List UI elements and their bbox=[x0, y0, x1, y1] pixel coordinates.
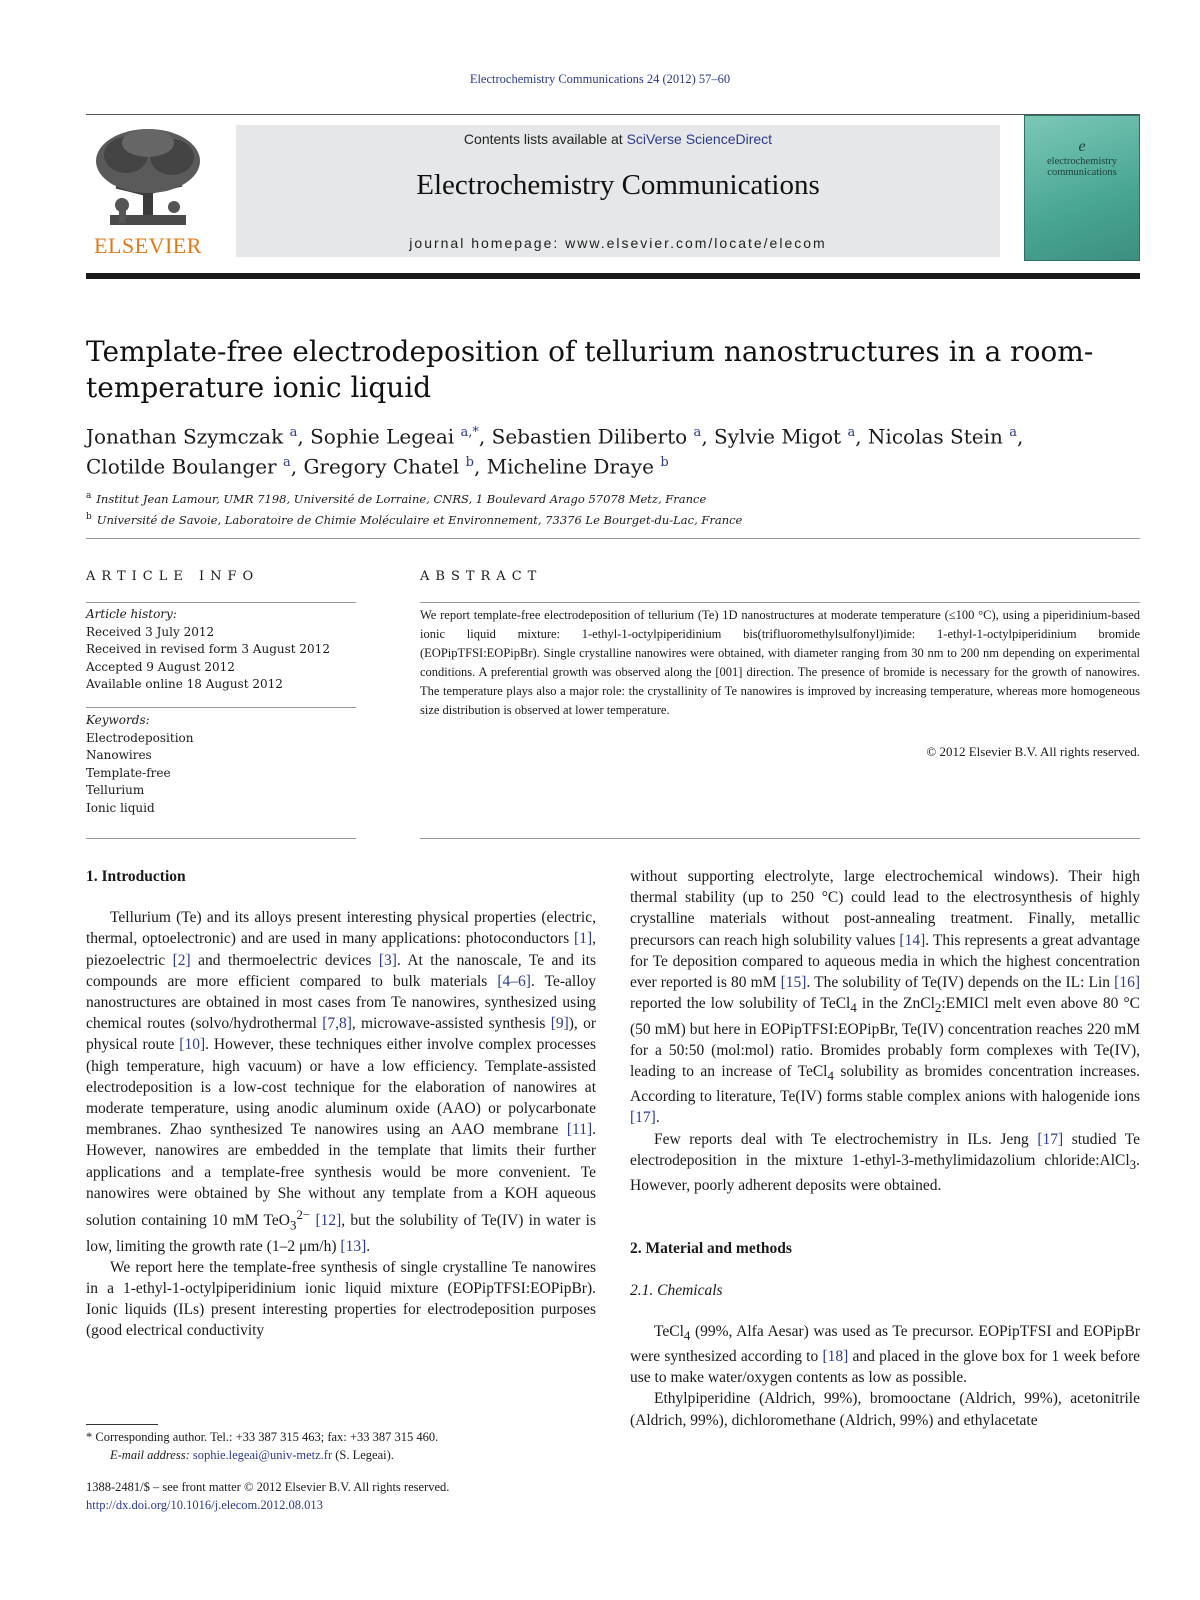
reference-link[interactable]: [18] bbox=[822, 1348, 849, 1366]
journal-citation[interactable]: Electrochemistry Communications 24 (2012) 57–60 bbox=[469, 72, 731, 86]
article-title: Template-free electrodeposition of tellurium nanostructures in a room-temperature ionic liquid bbox=[86, 335, 1094, 404]
author-affiliation-marker[interactable]: b bbox=[660, 454, 669, 470]
author-name[interactable]: Micheline Draye bbox=[486, 454, 654, 479]
author-affiliation-marker[interactable]: a bbox=[282, 454, 291, 470]
abstract-heading: ABSTRACT bbox=[420, 569, 543, 584]
author-name[interactable]: Clotilde Boulanger bbox=[86, 454, 277, 479]
header-divider bbox=[86, 273, 1140, 279]
divider bbox=[86, 838, 356, 839]
affiliation-a: $^a$ Institut Jean Lamour, UMR 7198, Université de Lorraine, CNRS, 1 Boulevard Arago 57078 Metz, France bbox=[86, 491, 707, 506]
divider bbox=[420, 602, 1140, 603]
online-date: Available online 18 August 2012 bbox=[86, 677, 283, 691]
abstract-copyright: © 2012 Elsevier B.V. All rights reserved. bbox=[926, 744, 1140, 759]
keyword: Electrodeposition bbox=[86, 730, 194, 745]
paragraph: without supporting electrolyte, large electrochemical windows). Their high thermal stability (up to 250 °C) could lead to the electrosynthesis of highly crystalline materials without post-annealing treatment. Finally, metallic precursors can reach high solubility values [14]. This represents a great advantage for Te deposition compared to aqueous media in which the highest concentration ever reported is 80 mM [15]. The solubility of Te(IV) depends on the IL: Lin [16] reported the low solubility of TeCl$_4$ in the ZnCl$_2$:EMICl melt even above 80 °C (50 mM) but here in EOPipTFSI:EOPipBr, Te(IV) concentration reaches 220 mM for a 50:50 (mol:mol) ratio. Bromides probably form complexes with Te(IV), leading to an increase of TeCl$_4$ solubility as bromides concentration increases. According to literature, Te(IV) forms stable complex anions with halogenide ions [17]. bbox=[630, 868, 1141, 1127]
contents-line: Contents lists available at SciVerse ScienceDirect bbox=[463, 131, 773, 147]
abstract-text: We report template-free electrodeposition of tellurium (Te) 1D nanostructures at moderate temperature (≤100 °C), using a piperidinium-based ionic liquid mixture: 1-ethyl-1-octylpiperidinium bis(trifluoromethylsulfonyl)imide: 1-ethyl-1-octylpiperidinium bromide (EOPipTFSI:EOPipBr). Single crystalline nanowires were obtained, with diameter ranging from 30 nm to 200 nm depending on experimental conditions. A preferential growth was observed along the [001] direction. The presence of bromide is necessary for the growth of nanowires. The temperature plays also a major role: the crystallinity of Te nanowires is improved by increasing temperature, whereas more homogeneous size distribution is observed at lower temperature. bbox=[420, 608, 1140, 717]
keyword: Template-free bbox=[86, 765, 171, 780]
reference-link[interactable]: [14] bbox=[899, 931, 926, 949]
reference-link[interactable]: [7,8] bbox=[322, 1015, 352, 1033]
divider bbox=[420, 838, 1140, 839]
author-affiliation-marker[interactable]: a bbox=[289, 425, 298, 440]
journal-cover-thumbnail[interactable] bbox=[1024, 115, 1140, 261]
reference-link[interactable]: [17] bbox=[630, 1109, 656, 1127]
section-heading-introduction: 1. Introduction bbox=[86, 868, 186, 885]
reference-link[interactable]: [4–6] bbox=[497, 972, 531, 990]
body-column-left bbox=[86, 866, 596, 1342]
journal-homepage[interactable]: journal homepage: www.elsevier.com/locate/elecom bbox=[409, 235, 827, 251]
reference-link[interactable]: [11] bbox=[566, 1121, 593, 1139]
author-name[interactable]: Sophie Legeai bbox=[310, 424, 455, 449]
elsevier-logo bbox=[86, 125, 210, 259]
keyword: Nanowires bbox=[86, 748, 152, 762]
author-name[interactable]: Jonathan Szymczak bbox=[86, 424, 284, 449]
affiliations bbox=[86, 487, 1146, 529]
accepted-date: Accepted 9 August 2012 bbox=[86, 659, 235, 674]
keyword: Ionic liquid bbox=[86, 800, 155, 815]
reference-link[interactable]: [10] bbox=[179, 1036, 206, 1054]
cover-title: electrochemistry communications bbox=[1047, 156, 1117, 179]
reference-link[interactable]: [16] bbox=[1114, 974, 1140, 992]
section-heading-methods: 2. Material and methods bbox=[630, 1240, 792, 1258]
author-affiliation-marker[interactable]: a bbox=[847, 425, 856, 440]
author-affiliation-marker[interactable]: a,* bbox=[460, 425, 479, 440]
email-link[interactable]: sophie.legeai@univ-metz.fr bbox=[192, 1448, 333, 1462]
author-affiliation-marker[interactable]: b bbox=[465, 454, 474, 470]
author-list: Jonathan Szymczak $^a$, Sophie Legeai $^{a,*}$, Sebastien Diliberto $^a$, Sylvie Migot $^a$, Nicolas Stein $^a$, Clotilde Boulanger $^a$, Gregory Chatel $^b$, Micheline Draye $^b$ bbox=[86, 424, 1024, 479]
journal-title: Electrochemistry Communications bbox=[416, 169, 820, 201]
footnote-divider bbox=[86, 1424, 158, 1425]
issn-line: 1388-2481/$ – see front matter © 2012 Elsevier B.V. All rights reserved. http://dx.doi.org/10.1016/j.elecom.2012.08.013 bbox=[86, 1480, 450, 1512]
author-name[interactable]: Sylvie Migot bbox=[714, 424, 842, 449]
author-name[interactable]: Gregory Chatel bbox=[303, 454, 460, 479]
reference-link[interactable]: [2] bbox=[172, 951, 191, 969]
author-affiliation-marker[interactable]: a bbox=[693, 425, 702, 440]
cover-mark: e bbox=[1078, 138, 1086, 155]
reference-link[interactable]: [1] bbox=[574, 930, 593, 948]
paragraph: Tellurium (Te) and its alloys present interesting physical properties (electric, thermal, optoelectronic) and are used in many applications: photoconductors [1], piezoelectric [2] and thermoelectric devices [3]. At the nanoscale, Te and its compounds are more efficient compared to bulk materials [4–6]. Te-alloy nanostructures are obtained in most cases from Te nanowires, synthesized using chemical routes (solvo/hydrothermal [7,8], microwave-assisted synthesis [9]), or physical route [10]. However, these techniques either involve complex processes (high temperature, high vacuum) or have a low efficiency. Template-assisted electrodeposition is a low-cost technique for the elaboration of nanowires at moderate temperature, using anodic aluminum oxide (AAO) or polycarbonate membranes. Zhao synthesized Te nanowires using an AAO membrane [11]. However, nanowires are embedded in the template that limits their further applications and a template-free synthesis would be more convenient. Te nanowires were obtained by She without any template from a KOH aqueous solution containing 10 mM TeO$_3^{2-}$ [12], but the solubility of Te(IV) in water is low, limiting the growth rate (1–2 μm/h) [13]. bbox=[86, 909, 597, 1255]
paragraph: Few reports deal with Te electrochemistry in ILs. Jeng [17] studied Te electrodeposition in the mixture 1-ethyl-3-methylimidazolium chloride:AlCl$_3$. However, poorly adherent deposits were obtained. bbox=[630, 1130, 1140, 1195]
article-info-heading: ARTICLE INFO bbox=[86, 569, 260, 584]
elsevier-tree-icon bbox=[86, 125, 210, 233]
author-name[interactable]: Sebastien Diliberto bbox=[491, 424, 688, 449]
paragraph: TeCl$_4$ (99%, Alfa Aesar) was used as Te precursor. EOPipTFSI and EOPipBr were synthesized according to [18] and placed in the glove box for 1 week before use to make water/oxygen contents as low as possible. bbox=[630, 1322, 1140, 1387]
paragraph: Ethylpiperidine (Aldrich, 99%), bromooctane (Aldrich, 99%), acetonitrile (Aldrich, 99%), dichloromethane (Aldrich, 99%) and ethylacetate bbox=[630, 1390, 1140, 1429]
reference-link[interactable]: [15] bbox=[780, 974, 807, 992]
reference-link[interactable]: [17] bbox=[1037, 1130, 1064, 1148]
reference-link[interactable]: [12] bbox=[315, 1212, 342, 1230]
journal-header bbox=[86, 114, 1140, 262]
keywords: Keywords: Electrodeposition Nanowires Template-free Tellurium Ionic liquid bbox=[86, 712, 356, 817]
reference-link[interactable]: [3] bbox=[378, 951, 397, 969]
sciencedirect-link[interactable]: SciVerse ScienceDirect bbox=[626, 131, 773, 147]
article-history: Article history: Received 3 July 2012 Received in revised form 3 August 2012 Accepted 9 August 2012 Available online 18 August 2012 bbox=[86, 606, 356, 694]
revised-date: Received in revised form 3 August 2012 bbox=[86, 642, 330, 656]
footnote-corresponding-author: * Corresponding author. Tel.: +33 387 315 463; fax: +33 387 315 460. E-mail address: sophie.legeai@univ-metz.fr (S. Legeai). bbox=[86, 1430, 439, 1462]
divider bbox=[86, 538, 1140, 539]
reference-link[interactable]: [9] bbox=[550, 1015, 569, 1033]
doi-link[interactable]: http://dx.doi.org/10.1016/j.elecom.2012.08.013 bbox=[86, 1498, 323, 1512]
paragraph: We report here the template-free synthesis of single crystalline Te nanowires in a 1-ethyl-1-octylpiperidinium ionic liquid mixture (EOPipTFSI:EOPipBr). Ionic liquids (ILs) present interesting properties for electrodeposition purposes (good electrical conductivity bbox=[86, 1258, 596, 1340]
received-date: Received 3 July 2012 bbox=[86, 624, 215, 639]
divider bbox=[86, 602, 356, 603]
divider bbox=[86, 707, 356, 708]
author-name[interactable]: Nicolas Stein bbox=[867, 424, 1003, 449]
author-affiliation-marker[interactable]: a bbox=[1009, 425, 1017, 440]
elsevier-wordmark: ELSEVIER bbox=[94, 233, 202, 258]
subsection-heading-chemicals: 2.1. Chemicals bbox=[630, 1281, 723, 1299]
journal-banner bbox=[236, 125, 1000, 257]
reference-link[interactable]: [13] bbox=[340, 1237, 367, 1255]
body-column-right bbox=[630, 866, 1140, 1431]
affiliation-b: $^b$ Université de Savoie, Laboratoire de Chimie Moléculaire et Environnement, 73376 Le Bourget-du-Lac, France bbox=[86, 511, 743, 527]
keyword: Tellurium bbox=[86, 783, 145, 797]
